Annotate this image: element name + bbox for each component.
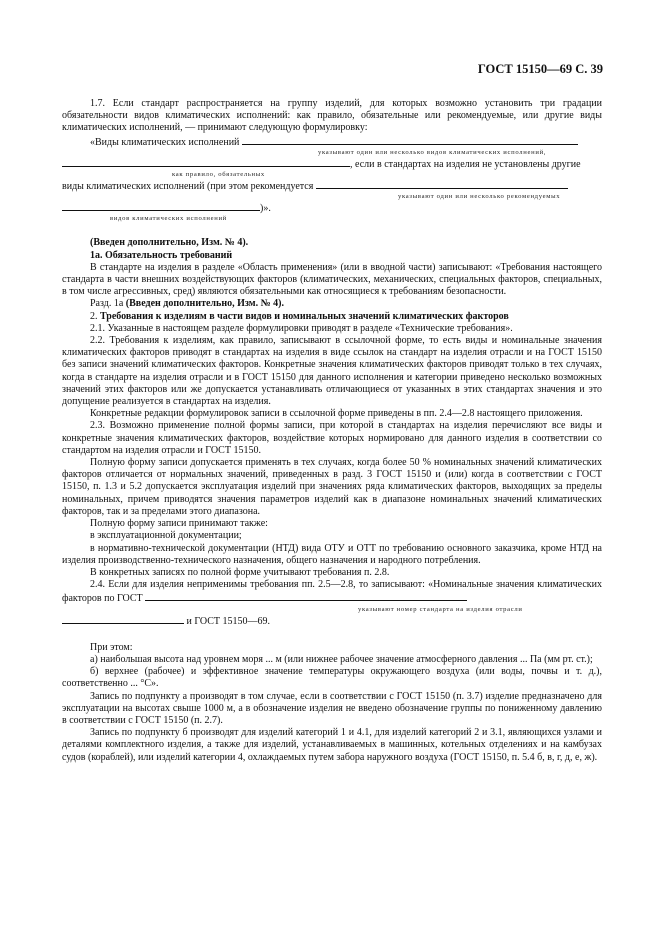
section-1a-added (62, 298, 602, 310)
fill-blank-6 (62, 614, 184, 624)
caption-1: указывают один или несколько видов климатических исполнений, (318, 148, 547, 156)
caption-5: указывают номер стандарта на изделия отрасли (358, 605, 523, 613)
caption-2: как правило, обязательных (172, 171, 265, 179)
paragraph-2-3d: в эксплуатационной документации; (90, 530, 242, 542)
paragraph-a: а) наибольшая высота над уровнем моря ... м (или нижнее рабочее значение атмосферного давления ... Па (мм рт. ст.); (90, 653, 593, 665)
paragraph-2-2b: Конкретные редакции формулировок записи в ссылочной форме приведены в пп. 2.4—2.8 настоящего приложения. (90, 408, 583, 420)
paragraph-2-4-end (62, 614, 602, 628)
form-line-2 (62, 157, 602, 171)
caption-3: указывают один или несколько рекомендуемых (398, 193, 561, 201)
section-1a-text: В стандарте на изделия в разделе «Область применения» (или в вводной части) записывают: «Требования настоящего стандарта в части внешних воздействующих факторов (климатических, механических, специальных факторов, специальных, в том числе агрессивных, сред) являются обязательными как относящиеся к требованиям безопасности. (62, 261, 602, 298)
section-2-number: 2. (90, 310, 100, 322)
section-2-title-text: Требования к изделиям в части видов и номинальных значений климатических факторов (100, 310, 509, 322)
added-note-1: (Введен дополнительно, Изм. № 4). (90, 237, 249, 249)
form-line-4-text: )». (260, 203, 271, 215)
paragraph-2-4-text: 2.4. Если для изделия неприменимы требования пп. 2.5—2.8, то записывают: «Номинальные значения климатических факторов по ГОСТ (62, 579, 602, 605)
section-1a-title (62, 250, 602, 262)
form-line-1-text: «Виды климатических исполнений (90, 136, 240, 148)
paragraph-2-3: 2.3. Возможно применение полной формы записи, при которой в стандартах на изделия перечисляют все виды и конкретные значения климатических факторов, воздействие которых нормировано для данного изделия в соответствии со стандартом на изделия отрасли и ГОСТ 15150. (62, 420, 602, 456)
paragraph-2-4-end-text: и ГОСТ 15150—69. (186, 615, 271, 627)
form-line-4 (62, 201, 602, 215)
form-line-1 (62, 135, 602, 149)
fill-blank-2 (62, 157, 350, 167)
fill-blank-3 (316, 179, 568, 189)
paragraph-z2: Запись по подпункту б производят для изделий категорий 1 и 4.1, для изделий категорий 2 и 3.1, являющихся узлами и деталями комплектного изделия, а также для изделий, устанавливаемых в машинных, котельных отделениях и на камбузах судов (кораблей), или изделий категории 4, охлаждаемых путем забора наружного воздуха (ГОСТ 15150, п. 5.4 б, в, г, д, е, ж). (62, 727, 602, 763)
fill-blank-5 (145, 591, 467, 601)
paragraph-2-3b: Полную форму записи допускается применять в тех случаях, когда более 50 % номинальных значений климатических факторов отличается от нормальных значений, приведенных в разд. 3 ГОСТ 15150 и (или) когда в соответствии с ГОСТ 15150, п. 1.3 и 5.2 допускается эксплуатация изделий при значениях ряда климатических факторов, выходящих за пределы номинальных, причем приводятся значения параметров изделий как в диапазоне номинальных значений климатических факторов, так и за пределами этого диапазона. (62, 457, 602, 517)
caption-4: видов климатических исполнений (110, 215, 227, 223)
form-line-2-text: , если в стандартах на изделия не установлены другие (350, 158, 581, 170)
paragraph-2-3c: Полную форму записи принимают также: (90, 518, 268, 530)
fill-blank-1 (242, 135, 578, 145)
form-line-3 (62, 179, 602, 193)
paragraph-1-7: 1.7. Если стандарт распространяется на группу изделий, для которых возможно установить три градации обязательности видов климатических исполнений: как правило, обязательные или рекомендуемые, или другие виды климатических исполнений, — принимают следующую формулировку: (62, 98, 602, 134)
paragraph-2-1: 2.1. Указанные в настоящем разделе формулировки приводят в разделе «Технические требования». (90, 322, 513, 334)
section-1a-added-prefix: Разд. 1а (90, 298, 126, 310)
section-1a-title-text: 1а. Обязательность требований (90, 249, 233, 261)
paragraph-2-4 (62, 579, 602, 605)
section-2-title (62, 311, 602, 323)
paragraph-2-2: 2.2. Требования к изделиям, как правило, записывают в ссылочной форме, то есть виды и номинальные значения климатических факторов приводят в стандартах на изделия в виде ссылок на стандарт на изделия отрасли и на ГОСТ 15150 без записи значений климатических факторов. Конкретные значения климатических факторов приводят только в тех случаях, когда в стандарте на изделия отрасли и в ГОСТ 15150 для данного исполнения и категории приведено несколько возможных значений этих факторов или же допускается устанавливать отличающиеся от указанных в этих стандартах значения и это допущение реализуется в стандартах на изделия. (62, 335, 602, 408)
paragraph-2-3e: в нормативно-технической документации (НТД) вида ОТУ и ОТТ по требованию основного заказчика, кроме НТД на изделия производственно-технического назначения, общего назначения и народного потребления. (62, 542, 602, 566)
form-line-3-text: виды климатических исполнений (при этом рекомендуется (62, 181, 314, 193)
paragraph-z1: Запись по подпункту а производят в том случае, если в соответствии с ГОСТ 15150 (п. 3.7) изделие предназначено для эксплуатации на высотах свыше 1000 м, а в обозначение изделия не введено обозначение группы по пониженному давлению в соответствии с ГОСТ 15150 (п. 2.7). (62, 690, 602, 726)
section-1a-added-bold: (Введен дополнительно, Изм. № 4). (125, 298, 284, 310)
page-content (62, 98, 602, 764)
page-header: ГОСТ 15150—69 С. 39 (477, 62, 603, 76)
paragraph-pri: При этом: (90, 641, 133, 653)
paragraph-b: б) верхнее (рабочее) и эффективное значение температуры окружающего воздуха (или воды, почвы и т. д.), соответственно ... °С». (62, 666, 602, 690)
paragraph-2-3f: В конкретных записях по полной форме учитывают требования п. 2.8. (90, 566, 390, 578)
fill-blank-4 (62, 201, 260, 211)
